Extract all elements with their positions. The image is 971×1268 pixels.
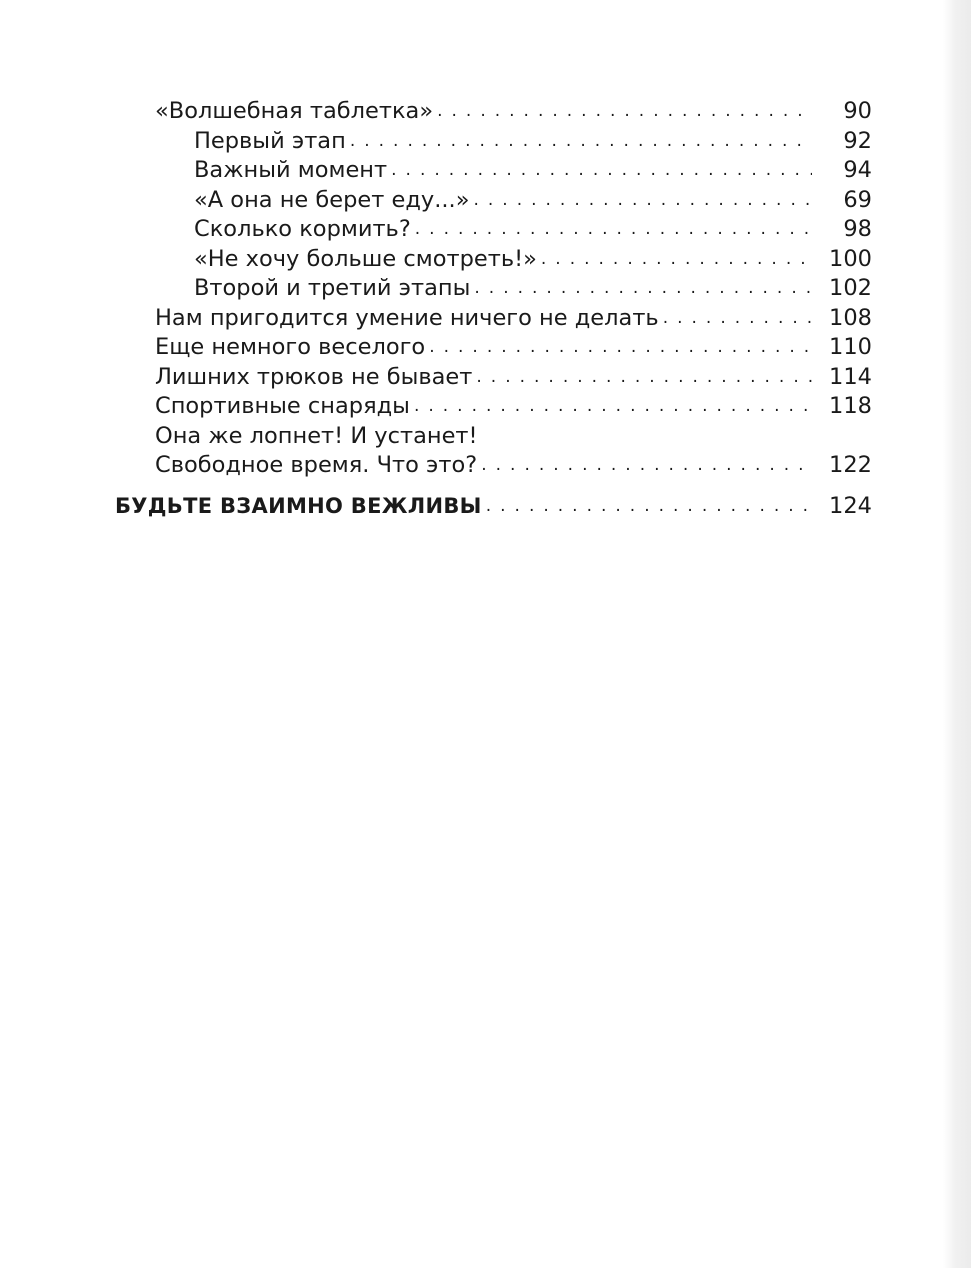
toc-entry-page: 124	[829, 492, 872, 519]
toc-entry-title: Свободное время. Что это?	[155, 452, 478, 478]
dot-leader	[663, 302, 812, 334]
dot-leader	[437, 95, 812, 127]
toc-entry-title: «А она не берет еду...»	[194, 186, 470, 213]
dot-leader	[350, 125, 812, 157]
toc-entry[interactable]	[0, 186, 971, 216]
dot-leader	[541, 243, 812, 275]
toc-entry-page: 114	[829, 363, 872, 390]
dot-leader	[391, 154, 812, 186]
toc-entry-title: Сколько кормить?	[194, 216, 411, 242]
dot-leader	[473, 184, 812, 216]
toc-chapter-title: БУДЬТЕ ВЗАИМНО ВЕЖЛИВЫ	[115, 493, 482, 518]
toc-entry[interactable]	[0, 304, 971, 334]
toc-entry-title: Первый этап	[194, 127, 346, 154]
toc-entry[interactable]	[0, 422, 971, 452]
toc-entry[interactable]	[0, 97, 971, 127]
toc-entry[interactable]	[0, 156, 971, 186]
toc-entry-title: Еще немного веселого	[155, 334, 426, 360]
toc-entry-title: Важный момент	[194, 157, 388, 183]
dot-leader	[415, 213, 812, 245]
dot-leader	[486, 490, 812, 522]
toc-entry-title: «Волшебная таблетка»	[155, 98, 434, 124]
toc-entry[interactable]	[0, 363, 971, 393]
toc-entry-page: 69	[843, 186, 872, 213]
toc-entry[interactable]	[0, 127, 971, 157]
toc-entry-title: Спортивные снаряды	[155, 393, 410, 419]
toc-entry-title: «Не хочу больше смотреть!»	[194, 245, 537, 272]
toc-entry[interactable]	[0, 274, 971, 304]
toc-entry-page: 102	[829, 275, 872, 301]
toc-entry-page: 94	[843, 157, 872, 183]
toc-entry-page: 100	[829, 245, 872, 272]
toc-entry-page: 110	[829, 334, 872, 360]
toc-entry-page: 98	[843, 216, 872, 242]
toc-entry-title: Она же лопнет! И устанет!	[155, 422, 478, 449]
toc-entry-page: 122	[829, 452, 872, 478]
dot-leader	[474, 272, 812, 304]
toc-chapter-entry[interactable]	[0, 492, 971, 522]
toc-entry[interactable]	[0, 392, 971, 422]
toc-entry[interactable]	[0, 451, 971, 481]
toc-entry[interactable]	[0, 215, 971, 245]
toc-entry-page: 92	[843, 127, 872, 154]
toc-entry[interactable]	[0, 245, 971, 275]
dot-leader	[481, 449, 812, 481]
toc-entry-title: Нам пригодится умение ничего не делать	[155, 304, 659, 331]
dot-leader	[429, 331, 812, 363]
toc-entry-page: 90	[843, 98, 872, 124]
toc-entry-title: Второй и третий этапы	[194, 275, 471, 301]
dot-leader	[476, 361, 812, 393]
dot-leader	[414, 390, 812, 422]
toc-entry-title: Лишних трюков не бывает	[155, 363, 473, 390]
toc-entry-page: 108	[829, 304, 872, 331]
toc-entry-page: 118	[829, 393, 872, 419]
table-of-contents	[0, 97, 971, 521]
toc-entry[interactable]	[0, 333, 971, 363]
